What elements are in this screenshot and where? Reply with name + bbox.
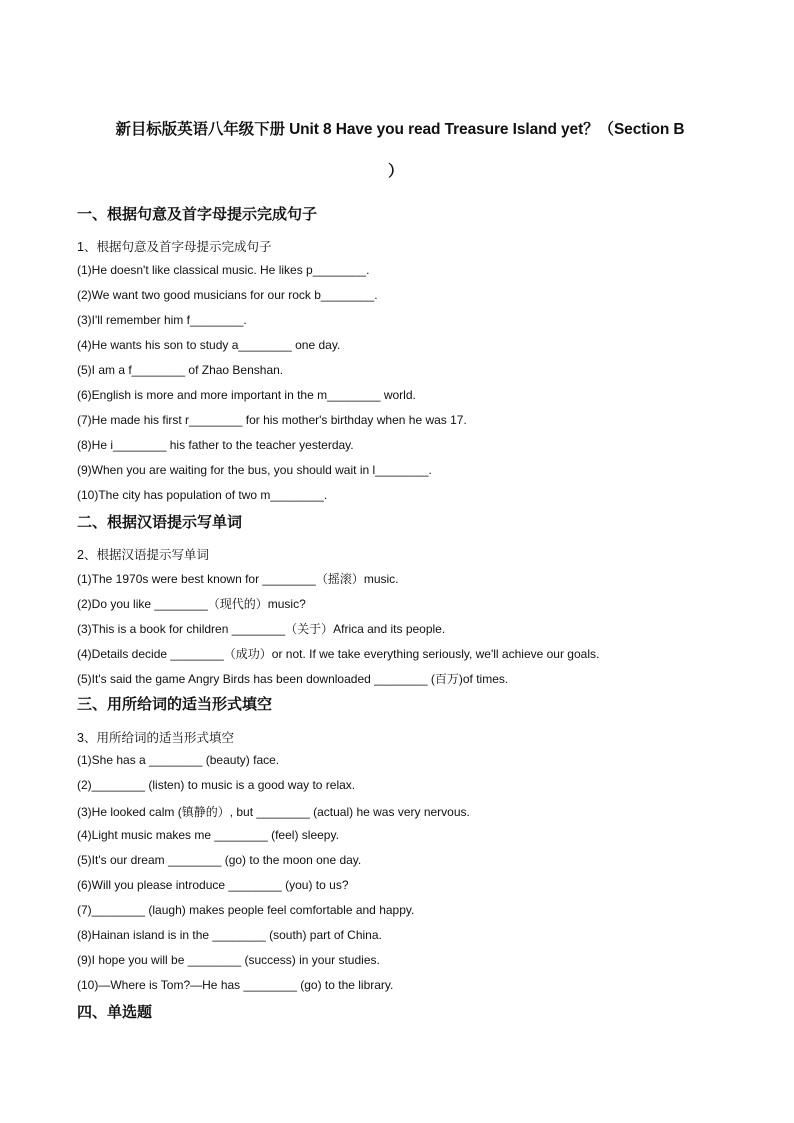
section-1-item: (1)He doesn't like classical music. He likes p________. — [77, 263, 370, 277]
section-2-item: (2)Do you like ________（现代的）music? — [77, 597, 306, 611]
section-2-item: (4)Details decide ________（成功）or not. If we take everything seriously, we'll achieve our goals. — [77, 647, 600, 661]
section-3-item: (9)I hope you will be ________ (success) in your studies. — [77, 953, 380, 967]
section-2-item: (3)This is a book for children ________（关于）Africa and its people. — [77, 622, 446, 636]
section-3-item: (10)—Where is Tom?—He has ________ (go) to the library. — [77, 978, 394, 992]
section-1-question: 1、根据句意及首字母提示完成句子 — [77, 240, 272, 254]
section-3-item: (8)Hainan island is in the ________ (south) part of China. — [77, 928, 382, 942]
section-3-item: (7)________ (laugh) makes people feel comfortable and happy. — [77, 903, 415, 917]
section-3-item: (2)________ (listen) to music is a good way to relax. — [77, 778, 356, 792]
section-2-item: (5)It's said the game Angry Birds has been downloaded ________ (百万)of times. — [77, 672, 509, 686]
page-title: 新目标版英语八年级下册 Unit 8 Have you read Treasure Island yet？（Section B — [115, 121, 685, 138]
section-3-item: (4)Light music makes me ________ (feel) sleepy. — [77, 828, 339, 842]
section-3-item: (1)She has a ________ (beauty) face. — [77, 753, 280, 767]
section-1-item: (3)I'll remember him f________. — [77, 313, 247, 327]
section-1-item: (9)When you are waiting for the bus, you should wait in l________. — [77, 463, 432, 477]
section-1-item: (2)We want two good musicians for our rock b________. — [77, 288, 378, 302]
section-1-item: (4)He wants his son to study a________ one day. — [77, 338, 341, 352]
section-1-item: (6)English is more and more important in the m________ world. — [77, 388, 416, 402]
section-2-heading: 二、根据汉语提示写单词 — [77, 514, 243, 531]
section-1-heading: 一、根据句意及首字母提示完成句子 — [77, 206, 318, 223]
section-3-item: (5)It's our dream ________ (go) to the moon one day. — [77, 853, 362, 867]
section-3-question: 3、用所给词的适当形式填空 — [77, 731, 234, 745]
section-4-heading: 四、单选题 — [77, 1004, 153, 1021]
page-title-closing-paren: ） — [388, 163, 404, 180]
section-1-item: (5)I am a f________ of Zhao Benshan. — [77, 363, 284, 377]
section-3-item: (6)Will you please introduce ________ (you) to us? — [77, 878, 349, 892]
section-1-item: (8)He i________ his father to the teacher yesterday. — [77, 438, 354, 452]
section-3-heading: 三、用所给词的适当形式填空 — [77, 696, 273, 713]
section-2-item: (1)The 1970s were best known for ________（摇滚）music. — [77, 572, 399, 586]
section-1-item: (10)The city has population of two m________. — [77, 488, 328, 502]
section-1-item: (7)He made his first r________ for his mother's birthday when he was 17. — [77, 413, 467, 427]
section-2-question: 2、根据汉语提示写单词 — [77, 548, 209, 562]
section-3-item: (3)He looked calm (镇静的）, but ________ (actual) he was very nervous. — [77, 805, 470, 819]
